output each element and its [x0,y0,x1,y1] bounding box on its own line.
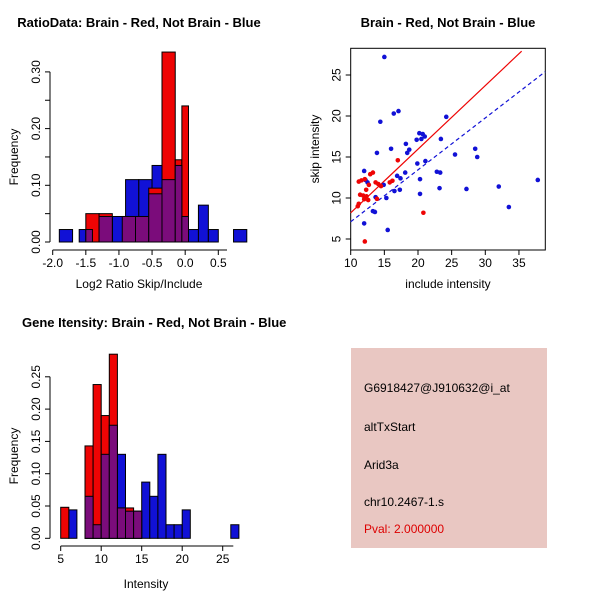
scatter-point-blue [453,152,458,157]
scatter-point-blue [464,187,469,192]
histogram-bar-blue [166,525,174,539]
tick-label: -2.0 [42,256,64,270]
histogram-bar-purple [109,425,117,538]
tick-label: 5 [329,235,344,243]
tick-label: 0.00 [29,230,43,254]
histogram-bar-red [61,507,69,538]
scatter-point-blue [398,188,403,193]
scatter-point-blue [404,142,409,147]
scatter-xlabel: include intensity [405,277,491,291]
histogram-bar-blue [188,230,198,242]
tick-label: 0.25 [29,365,43,389]
histogram-bar-blue [198,205,208,242]
tick-label: 25 [444,256,459,270]
gene-info-panel [351,348,547,548]
tick-label: 0.00 [29,526,43,550]
histogram-bar-blue [142,482,150,538]
histogram-bar-blue [182,510,190,538]
brain-fit-line [351,51,522,213]
ratio-histogram-ylabel: Frequency [7,128,21,186]
histogram-bar-purple [86,230,93,242]
scatter-point-blue [418,192,423,197]
histogram-bar-purple [99,216,112,242]
pvalue-text: Pval: 2.000000 [364,522,445,536]
scatter-point-blue [473,147,478,152]
histogram-bar-blue [59,230,72,242]
scatter-point-blue [398,176,403,181]
tick-label: 35 [512,256,526,270]
scatter-point-red [355,204,360,209]
scatter-point-blue [414,137,419,142]
histogram-bar-blue [174,525,182,539]
scatter-point-blue [389,147,394,152]
scatter-point-blue [444,115,449,120]
gene-intensity-xlabel: Intensity [123,577,169,591]
scatter-point-blue [403,170,408,175]
scatter-ylabel: skip intensity [308,114,322,184]
scatter-point-blue [384,196,389,201]
tick-label: 0.10 [29,173,43,197]
scatter-point-blue [362,221,367,226]
histogram-bar-purple [134,511,142,538]
tick-label: 0.30 [29,60,43,84]
gene-intensity-histogram-plot [29,354,239,566]
histogram-bar-purple [93,525,101,539]
probe-id-text: G6918427@J910632@i_at [364,381,510,395]
histogram-bar-purple [182,216,189,242]
tick-label: 10 [94,552,108,566]
tick-label: 10 [329,191,344,205]
scatter-point-red [363,177,368,182]
scatter-title: Brain - Red, Not Brain - Blue [360,15,536,30]
tick-label: 5 [57,552,65,566]
scatter-point-blue [496,184,501,189]
ratio-histogram-title: RatioData: Brain - Red, Not Brain - Blue [17,15,261,30]
scatter-point-blue [385,228,390,233]
tick-label: 0.10 [29,462,43,486]
ratio-histogram-plot [29,52,247,270]
scatter-point-blue [391,111,396,116]
tick-label: 25 [329,68,344,82]
scatter-point-blue [423,159,428,164]
scatter-point-blue [535,178,540,183]
tick-label: 0.0 [176,256,194,270]
tick-label: 0.20 [29,116,43,141]
scatter-point-blue [362,169,367,174]
histogram-bar-purple [117,508,125,538]
tick-label: 15 [377,256,392,270]
histogram-bar-blue [69,510,77,538]
histogram-bar-purple [85,496,93,538]
gene-intensity-title: Gene Itensity: Brain - Red, Not Brain - Blue [22,315,287,330]
plot-box [351,48,546,250]
tick-label: 15 [329,150,344,164]
tick-label: 30 [478,256,492,270]
histogram-bar-purple [126,511,134,538]
tick-label: 0.05 [29,494,43,518]
tick-label: 0.15 [29,429,43,454]
scatter-point-blue [438,170,443,175]
scatter-point-red [367,183,372,188]
scatter-point-red [375,197,380,202]
histogram-bar-purple [162,180,175,242]
notbrain-fit-line [351,72,545,222]
intensity-scatter-plot [330,48,546,270]
tick-label: 25 [216,552,230,566]
scatter-point-blue [373,210,378,215]
histogram-bar-purple [136,216,149,242]
tick-label: 0.5 [209,256,227,270]
histogram-bar-blue [208,230,218,242]
histogram-bar-red [93,385,101,539]
scatter-point-red [421,210,426,215]
histogram-bar-blue [150,496,158,538]
scatter-point-red [363,239,368,244]
scatter-point-blue [439,137,444,142]
tick-label: -0.5 [141,256,163,270]
tick-label: 20 [175,552,189,566]
scatter-point-blue [375,151,380,156]
scatter-point-blue [507,205,512,210]
scatter-point-blue [392,189,397,194]
gene-name-text: Arid3a [364,458,399,472]
scatter-point-red [362,197,367,202]
scatter-point-blue [382,55,387,60]
scatter-point-blue [419,137,424,142]
scatter-point-red [364,188,369,193]
gene-intensity-ylabel: Frequency [7,427,21,485]
scatter-point-red [366,198,371,203]
tick-label: 0.20 [29,397,43,421]
histogram-bar-purple [149,194,162,242]
histogram-bar-purple [101,454,109,538]
tick-label: -1.5 [75,256,97,270]
tick-label: 20 [329,109,344,123]
histogram-bar-blue [158,454,166,538]
scatter-point-blue [437,186,442,191]
scatter-point-blue [415,161,420,166]
scatter-point-blue [475,155,480,160]
scatter-point-red [390,178,395,183]
tick-label: 20 [411,256,425,270]
scatter-point-red [379,184,384,189]
tick-label: 15 [135,552,149,566]
tick-label: 10 [344,256,358,270]
ratio-histogram-xlabel: Log2 Ratio Skip/Include [75,277,203,291]
tick-label: -1.0 [108,256,130,270]
histogram-bar-blue [234,230,247,242]
scatter-point-red [371,170,376,175]
scatter-point-blue [396,109,401,114]
scatter-point-blue [405,151,410,156]
scatter-point-red [396,158,401,163]
histogram-bar-purple [122,216,135,242]
scatter-point-blue [418,177,423,182]
chromosome-location-text: chr10.2467-1.s [364,495,445,509]
histogram-bar-purple [175,165,182,242]
histogram-bar-blue [231,525,239,539]
scatter-point-blue [378,119,383,124]
splice-event-text: altTxStart [364,420,416,434]
